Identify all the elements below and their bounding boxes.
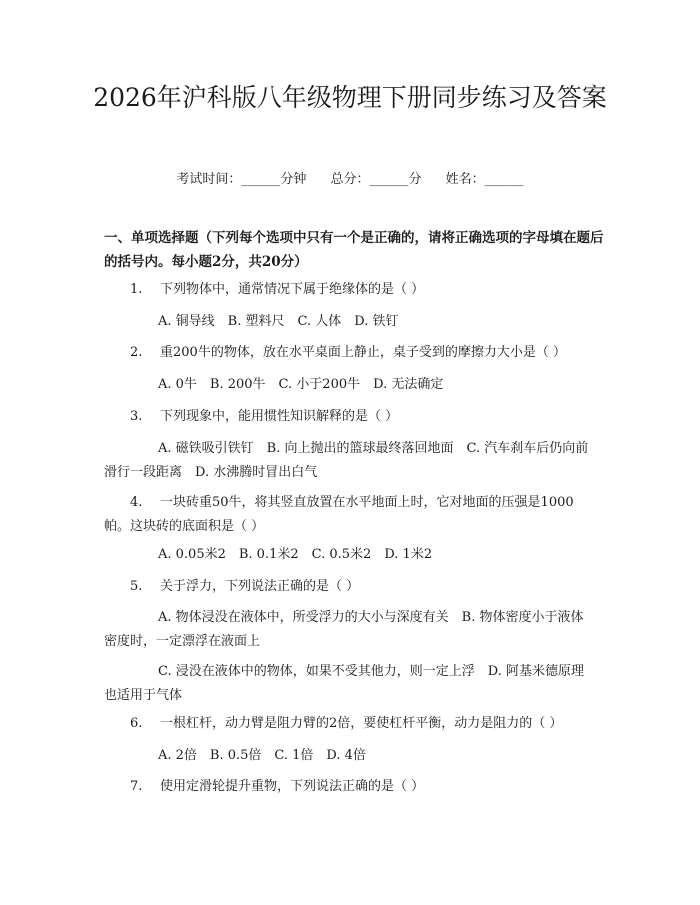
question-6-options: A. 2倍 B. 0.5倍 C. 1倍 D. 4倍 <box>158 748 366 763</box>
question-1-options: A. 铜导线 B. 塑料尺 C. 人体 D. 铁钉 <box>158 314 399 329</box>
question-number: 4. <box>130 495 143 510</box>
question-6 <box>104 712 596 736</box>
question-7 <box>104 775 596 799</box>
question-text: 下列现象中，能用惯性知识解释的是（ ） <box>160 409 399 424</box>
question-text: 一根杠杆，动力臂是阻力臂的2倍，要使杠杆平衡，动力是阻力的（ ） <box>160 716 563 731</box>
question-2 <box>104 341 596 365</box>
student-name-field: 姓名：______ <box>445 172 524 187</box>
question-number: 6. <box>130 716 143 731</box>
question-text: 下列物体中，通常情况下属于绝缘体的是（ ） <box>160 282 425 297</box>
question-3-options: A. 磁铁吸引铁钉 B. 向上抛出的篮球最终落回地面 C. 汽车刹车后仍向前滑行一段距离 D. 水沸腾时冒出白气 <box>104 441 589 480</box>
question-number: 5. <box>130 579 143 594</box>
question-text: 使用定滑轮提升重物，下列说法正确的是（ ） <box>160 779 425 794</box>
question-text: 关于浮力，下列说法正确的是（ ） <box>160 579 360 594</box>
question-number: 1. <box>130 282 143 297</box>
question-number: 3. <box>130 409 143 424</box>
section-heading: 一、单项选择题（下列每个选项中只有一个是正确的，请将正确选项的字母填在题后的括号内。每小题2分，共20分） <box>104 230 604 270</box>
question-1 <box>104 278 596 302</box>
question-text: 一块砖重50牛，将其竖直放置在水平地面上时，它对地面的压强是1000帕。这块砖的底面积是（ ） <box>104 495 574 534</box>
total-score-field: 总分：______分 <box>330 172 422 187</box>
question-5-options-ab: A. 物体浸没在液体中，所受浮力的大小与深度有关 B. 物体密度小于液体密度时，一定漂浮在液面上 <box>104 610 584 649</box>
question-number: 7. <box>130 779 143 794</box>
question-3 <box>104 405 596 429</box>
question-number: 2. <box>130 345 143 360</box>
question-4 <box>104 491 596 539</box>
exam-info-line <box>0 168 700 187</box>
question-5 <box>104 575 596 599</box>
question-5-options-cd: C. 浸没在液体中的物体，如果不受其他力，则一定上浮 D. 阿基米德原理也适用于气体 <box>104 664 584 703</box>
page-title: 2026年沪科版八年级物理下册同步练习及答案 <box>93 83 607 112</box>
exam-time-field: 考试时间：______分钟 <box>176 172 307 187</box>
question-4-options: A. 0.05米2 B. 0.1米2 C. 0.5米2 D. 1米2 <box>158 547 433 562</box>
question-2-options: A. 0牛 B. 200牛 C. 小于200牛 D. 无法确定 <box>158 377 444 392</box>
question-text: 重200牛的物体，放在水平桌面上静止，桌子受到的摩擦力大小是（ ） <box>160 345 566 360</box>
